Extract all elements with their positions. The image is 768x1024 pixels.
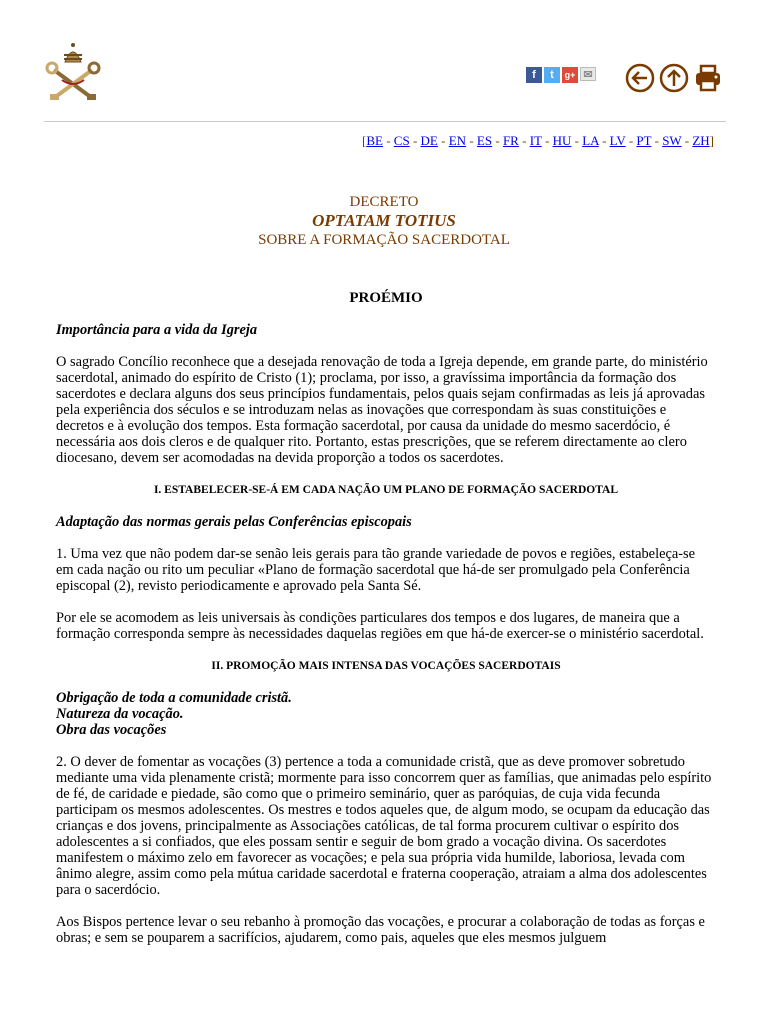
title-line-2: OPTATAM TOTIUS bbox=[312, 211, 456, 230]
language-links: [BE - CS - DE - EN - ES - FR - IT - HU - LA - LV - PT - SW - ZH] bbox=[361, 133, 714, 148]
twitter-icon[interactable]: t bbox=[544, 67, 560, 83]
language-link-lv[interactable]: LV bbox=[609, 133, 626, 148]
language-link-sw[interactable]: SW bbox=[662, 133, 682, 148]
section-heading-1: I. ESTABELECER-SE-Á EM CADA NAÇÃO UM PLANO DE FORMAÇÃO SACERDOTAL bbox=[153, 484, 619, 496]
header-divider bbox=[44, 121, 726, 122]
paragraph: Aos Bispos pertence levar o seu rebanho à promoção das vocações, e procurar a colaboração de todas as forças e obras; e sem se pouparem a sacrifícios, ajudarem, como pais, aqueles que eles mesmos julguem bbox=[56, 914, 705, 946]
print-icon[interactable] bbox=[693, 63, 723, 93]
email-icon[interactable]: ✉ bbox=[580, 67, 596, 81]
paragraph: O sagrado Concílio reconhece que a desejada renovação de toda a Igreja depende, em grande parte, do ministério sacerdotal, animado do espírito de Cristo (1); proclama, por isso, a gravíssima importância da formação dos sacerdotes e declara alguns dos seus princípios fundamentais, pelos quais sejam confirmadas as leis já aprovadas pela experiência dos séculos e se introduzam nelas as inovações que correspondam às suas constituições e decretos e à evolução dos tempos. Esta formação sacerdotal, por causa da unidade do mesmo sacerdócio, é necessária aos dois cleros e de qualquer rito. Portanto, estas prescrições, que se referem directamente ao clero diocesano, devem ser acomodadas na devida proporção a todos os sacerdotes. bbox=[56, 354, 708, 466]
language-link-hu[interactable]: HU bbox=[552, 133, 572, 148]
subheading-group bbox=[56, 690, 716, 738]
title-line-3: SOBRE A FORMAÇÃO SACERDOTAL bbox=[258, 232, 510, 248]
subheading: Obra das vocações bbox=[56, 722, 167, 738]
language-link-es[interactable]: ES bbox=[476, 133, 493, 148]
subheading: Natureza da vocação. bbox=[56, 706, 184, 722]
language-link-it[interactable]: IT bbox=[529, 133, 542, 148]
document-body bbox=[56, 290, 716, 962]
page-header bbox=[0, 0, 768, 120]
title-line-1: DECRETO bbox=[349, 194, 419, 210]
google-plus-icon[interactable]: g+ bbox=[562, 67, 578, 83]
subheading: Obrigação de toda a comunidade cristã. bbox=[56, 690, 292, 706]
subheading: Adaptação das normas gerais pelas Conferências episcopais bbox=[56, 514, 412, 530]
language-link-en[interactable]: EN bbox=[448, 133, 467, 148]
subheading: Importância para a vida da Igreja bbox=[56, 322, 258, 338]
language-link-zh[interactable]: ZH bbox=[692, 133, 710, 148]
document-title bbox=[0, 193, 768, 249]
papal-coat-of-arms-logo[interactable] bbox=[40, 40, 106, 106]
language-link-la[interactable]: LA bbox=[582, 133, 599, 148]
share-icons bbox=[526, 67, 596, 83]
language-link-de[interactable]: DE bbox=[420, 133, 438, 148]
facebook-icon[interactable]: f bbox=[526, 67, 542, 83]
language-link-pt[interactable]: PT bbox=[636, 133, 652, 148]
section-heading-2: II. PROMOÇÃO MAIS INTENSA DAS VOCAÇÕES SACERDOTAIS bbox=[211, 660, 561, 672]
navigation-buttons bbox=[625, 63, 723, 93]
paragraph: 2. O dever de fomentar as vocações (3) pertence a toda a comunidade cristã, que as deve promover sobretudo mediante uma vida plenamente cristã; mormente para isso concorrem quer as famílias, que animadas pelo espírito de fé, de caridade e piedade, são como que o primeiro seminário, quer as paróquias, de cuja vida fecunda participam os mesmos adolescentes. Os mestres e todos aqueles que, de algum modo, se ocupam da educação das crianças e dos jovens, principalmente as Associações católicas, de tal forma procurem cultivar o espírito dos adolescentes a si confiados, que eles possam sentir e seguir de bom grado a vocação divina. Os sacerdotes manifestem o máximo zelo em favorecer as vocações; e pela sua própria vida humilde, laboriosa, levada com ânimo alegre, assim como pela mútua caridade sacerdotal e fraterna cooperação, atraiam a alma dos adolescentes para o sacerdócio. bbox=[56, 754, 712, 898]
language-link-be[interactable]: BE bbox=[366, 133, 383, 148]
language-link-cs[interactable]: CS bbox=[393, 133, 410, 148]
language-link-fr[interactable]: FR bbox=[502, 133, 519, 148]
up-arrow-icon[interactable] bbox=[659, 63, 689, 93]
paragraph: Por ele se acomodem as leis universais às condições particulares dos tempos e dos lugares, de maneira que a formação corresponda sempre às necessidades daquelas regiões em que há-de exercer-se o ministério sacerdotal. bbox=[56, 610, 704, 642]
paragraph: 1. Uma vez que não podem dar-se senão leis gerais para tão grande variedade de povos e regiões, estabeleça-se em cada nação ou rito um peculiar «Plano de formação sacerdotal que há-de ser promulgado pela Conferência episcopal (2), revisto periodicamente e aprovado pela Santa Sé. bbox=[56, 546, 696, 594]
section-heading-proemio: PROÉMIO bbox=[349, 290, 423, 306]
back-arrow-icon[interactable] bbox=[625, 63, 655, 93]
